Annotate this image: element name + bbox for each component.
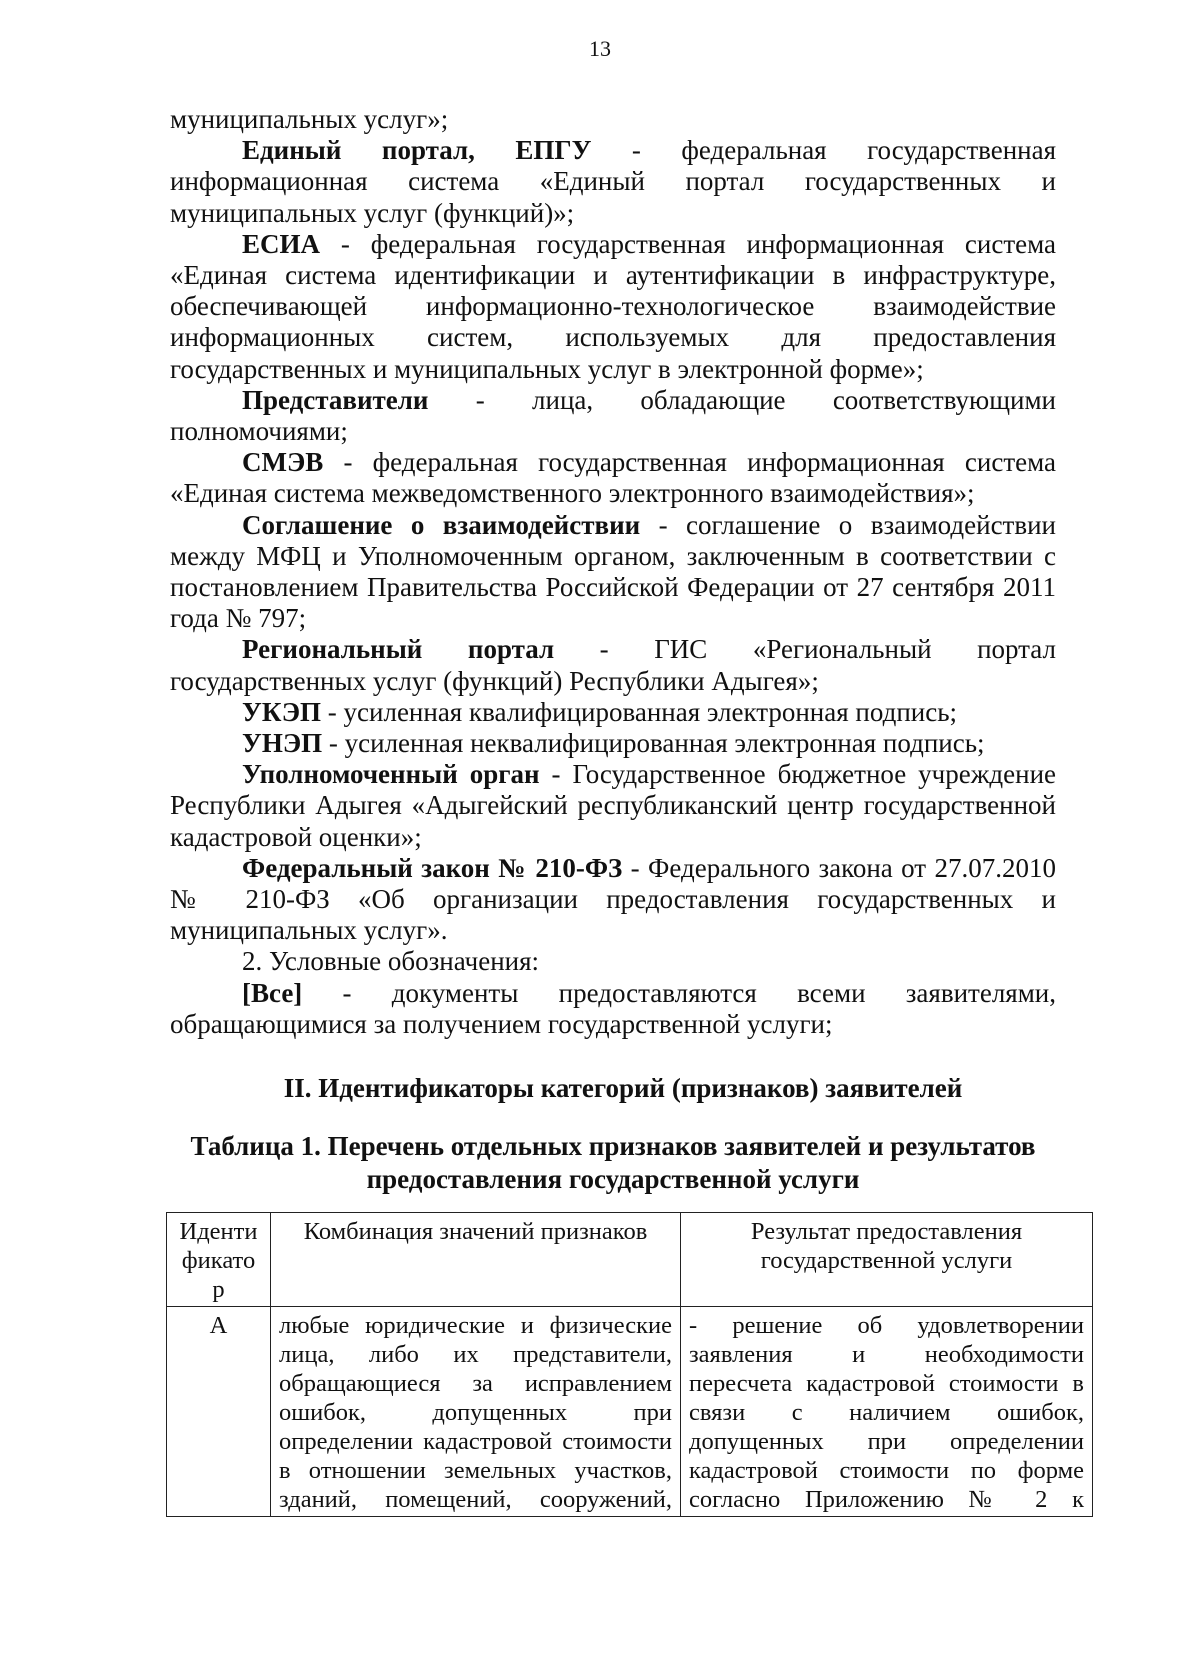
definition-text: - усиленная неквалифицированная электронная подпись; xyxy=(322,728,985,759)
definition-paragraph xyxy=(170,728,1056,759)
definition-term: Представители xyxy=(242,384,429,415)
header-identifier: Иденти фикато р xyxy=(167,1213,271,1307)
definition-paragraph xyxy=(170,229,1056,385)
table-row xyxy=(167,1307,1093,1517)
definition-text: - федеральная государственная информационная система «Единая система идентификации и аутентификации в инфраструктуре, обеспечивающей информационно-технологическое взаимодействие информационных систем, используемых для предоставления государственных и муниципальных услуг в электронной форме»; xyxy=(170,228,1056,384)
definition-paragraph xyxy=(170,510,1056,635)
definition-paragraph xyxy=(170,697,1056,728)
row-identifier: А xyxy=(167,1307,271,1517)
definition-paragraph xyxy=(170,946,1056,977)
definition-text: - усиленная квалифицированная электронная подпись; xyxy=(321,696,958,727)
definition-term: Соглашение о взаимодействии xyxy=(242,509,641,540)
definition-paragraph xyxy=(170,978,1056,1040)
definition-text: 2. Условные обозначения: xyxy=(242,946,540,977)
document-body xyxy=(170,104,1084,1517)
definition-text: - соглашение о взаимодействии между МФЦ и Уполномоченным органом, заключенным в соответствии с постановлением Правительства Российской Федерации от 27 сентября 2011 года № 797; xyxy=(170,509,1056,634)
header-combination: Комбинация значений признаков xyxy=(271,1213,681,1307)
definition-paragraph xyxy=(170,853,1056,947)
definition-paragraph xyxy=(170,759,1056,853)
definition-text: муниципальных услуг»; xyxy=(170,104,449,134)
identifiers-table xyxy=(166,1212,1093,1517)
definition-term: ЕСИА xyxy=(242,228,321,259)
page-number: 13 xyxy=(589,36,611,61)
definition-paragraph xyxy=(170,385,1056,447)
definition-term: [Все] xyxy=(242,977,303,1008)
definition-term: УКЭП xyxy=(242,696,322,727)
definition-text: - лица, обладающие соответствующими полномочиями; xyxy=(170,384,1056,447)
definition-term: Единый портал, ЕПГУ xyxy=(242,135,592,166)
definition-text: - документы предоставляются всеми заявителями, обращающимися за получением государственной услуги; xyxy=(170,977,1056,1039)
definition-paragraph xyxy=(170,447,1056,509)
definition-paragraph xyxy=(170,634,1056,696)
definition-term: Уполномоченный орган xyxy=(242,759,540,790)
header-result: Результат предоставления государственной услуги xyxy=(681,1213,1093,1307)
definition-term: УНЭП xyxy=(242,728,323,759)
table-caption-line-2: предоставления государственной услуги xyxy=(366,1164,860,1195)
definition-text: - федеральная государственная информационная система «Единая система межведомственного электронного взаимодействия»; xyxy=(170,447,1056,509)
section-heading: II. Идентификаторы категорий (признаков) заявителей xyxy=(283,1073,963,1104)
table-caption-line-1: Таблица 1. Перечень отдельных признаков заявителей и результатов xyxy=(190,1131,1036,1162)
table-caption xyxy=(170,1130,1056,1196)
definition-text: - Федерального закона от 27.07.2010 № 210-ФЗ «Об организации предоставления государственных и муниципальных услуг». xyxy=(170,852,1056,946)
definition-text: - федеральная государственная информационная система «Единый портал государственных и муниципальных услуг (функций)»; xyxy=(170,135,1056,228)
definition-text: - Государственное бюджетное учреждение Республики Адыгея «Адыгейский республиканский центр государственной кадастровой оценки»; xyxy=(170,759,1057,852)
table-header-row xyxy=(167,1213,1093,1307)
definition-term: СМЭВ xyxy=(242,447,324,478)
row-combination: любые юридические и физические лица, либо их представители, обращающиеся за исправлением ошибок, допущенных при определении кадастровой стоимости в отношении земельных участков, зданий, помещений, сооружений, xyxy=(271,1307,681,1517)
row-result: - решение об удовлетворении заявления и необходимости пересчета кадастровой стоимости в связи с наличием ошибок, допущенных при определении кадастровой стоимости по форме согласно Приложению № 2 к xyxy=(681,1307,1093,1517)
definition-paragraph xyxy=(170,135,1056,229)
definition-term: Федеральный закон № 210-ФЗ xyxy=(242,852,623,883)
definitions-list xyxy=(170,104,1056,1040)
definition-paragraph xyxy=(170,104,1056,135)
definition-term: Региональный портал xyxy=(242,634,555,665)
definition-text: - ГИС «Региональный портал государственных услуг (функций) Республики Адыгея»; xyxy=(170,634,1056,696)
